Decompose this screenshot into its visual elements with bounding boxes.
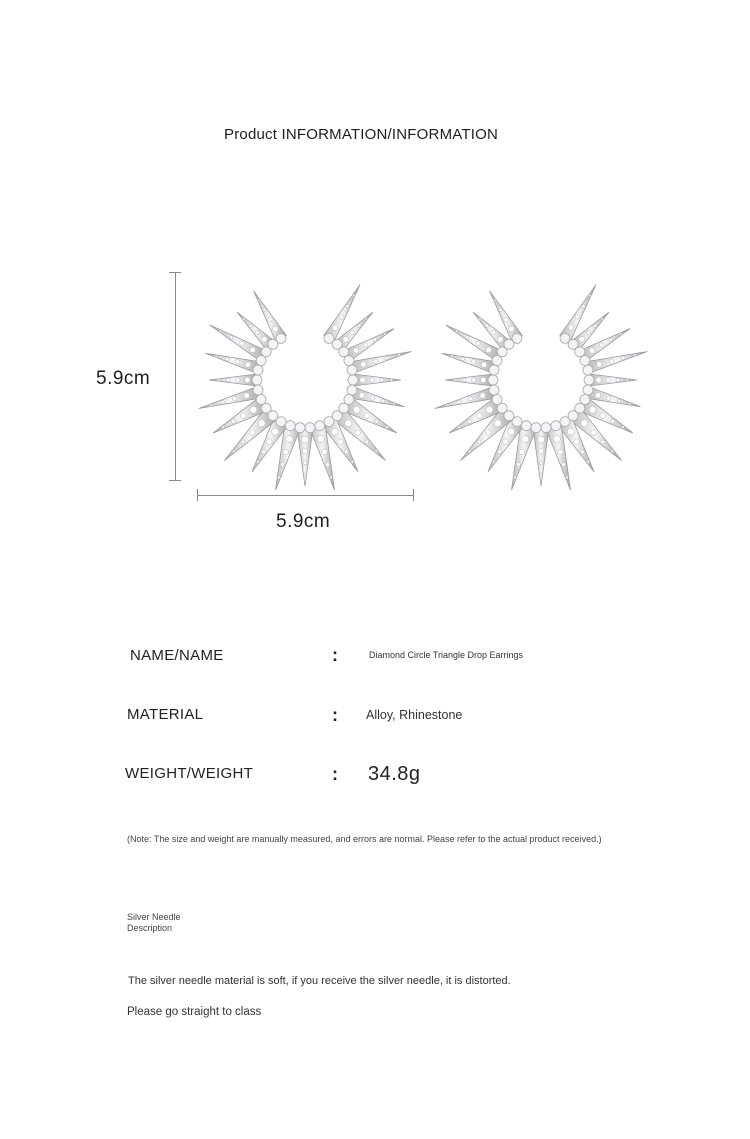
- spec-value-name: Diamond Circle Triangle Drop Earrings: [369, 650, 524, 660]
- rhinestone-dot: [575, 315, 579, 319]
- rhinestone-dot: [508, 428, 515, 435]
- rhinestone-dot: [567, 428, 574, 435]
- rhinestone-dot: [258, 299, 260, 301]
- ring-stone: [344, 356, 354, 366]
- rhinestone-dot: [597, 362, 603, 368]
- rhinestone-dot: [600, 413, 606, 419]
- rhinestone-dot: [358, 324, 361, 327]
- rhinestone-dot: [375, 419, 379, 423]
- rhinestone-dot: [606, 396, 610, 400]
- rhinestone-dot: [373, 359, 377, 363]
- rhinestone-dot: [262, 337, 268, 343]
- rhinestone-dot: [350, 330, 354, 334]
- rhinestone-dot: [317, 436, 324, 443]
- rhinestone-dot: [390, 379, 392, 381]
- rhinestone-dot: [538, 436, 545, 443]
- rhinestone-dot: [280, 463, 284, 467]
- ring-stone: [256, 395, 266, 405]
- rhinestone-dot: [345, 420, 352, 427]
- rhinestone-dot: [231, 419, 235, 423]
- spec-value-weight: 34.8g: [368, 763, 421, 785]
- spec-value-material: Alloy, Rhinestone: [366, 708, 463, 722]
- rhinestone-dot: [232, 450, 235, 453]
- rhinestone-dot: [283, 449, 289, 455]
- rhinestone-dot: [594, 324, 597, 327]
- rhinestone-dot: [629, 403, 631, 405]
- rhinestone-dot: [486, 347, 492, 353]
- rhinestone-dot: [540, 473, 543, 476]
- silver-needle-title-line1: Silver Needle: [127, 912, 181, 922]
- rhinestone-dot: [522, 436, 529, 443]
- rhinestone-dot: [258, 420, 265, 427]
- rhinestone-dot: [386, 426, 389, 429]
- rhinestone-dot: [579, 337, 585, 343]
- earring-spike: [442, 353, 497, 373]
- ring-stone: [256, 356, 266, 366]
- rhinestone-dot: [249, 324, 252, 327]
- silver-needle-text: The silver needle material is soft, if you receive the silver needle, it is distorted.: [128, 975, 511, 987]
- ring-stone: [551, 421, 561, 431]
- ring-stone: [580, 395, 590, 405]
- rhinestone-dot: [620, 333, 622, 335]
- rhinestone-dot: [463, 378, 466, 381]
- rhinestone-dot: [595, 393, 601, 399]
- rhinestone-dot: [353, 348, 359, 354]
- rhinestone-dot: [455, 330, 457, 332]
- rhinestone-dot: [222, 426, 225, 429]
- rhinestone-dot: [243, 318, 245, 320]
- ring-stone: [344, 395, 354, 405]
- rhinestone-dot: [485, 324, 488, 327]
- rhinestone-dot: [244, 393, 250, 399]
- ring-stone: [512, 333, 522, 343]
- rhinestone-dot: [481, 377, 487, 383]
- rhinestone-dot: [233, 397, 237, 401]
- rhinestone-dot: [539, 461, 543, 465]
- spec-colon-name: :: [332, 645, 338, 665]
- rhinestone-dot: [596, 377, 602, 383]
- earrings-image: [185, 262, 665, 497]
- rhinestone-dot: [361, 362, 367, 368]
- rhinestone-dot: [503, 439, 509, 445]
- rhinestone-dot: [257, 461, 260, 464]
- rhinestone-dot: [634, 354, 636, 356]
- rhinestone-dot: [498, 450, 502, 454]
- rhinestone-dot: [466, 336, 469, 339]
- rhinestone-dot: [215, 355, 217, 357]
- rhinestone-dot: [562, 463, 566, 467]
- rhinestone-dot: [370, 378, 374, 382]
- rhinestone-dot: [365, 440, 369, 444]
- rhinestone-dot: [365, 318, 367, 320]
- rhinestone-dot: [480, 393, 486, 399]
- rhinestone-dot: [225, 357, 228, 360]
- rhinestone-dot: [375, 450, 378, 453]
- rhinestone-dot: [360, 377, 366, 383]
- ring-stone: [339, 347, 349, 357]
- rhinestone-dot: [364, 413, 370, 419]
- rhinestone-dot: [486, 406, 493, 413]
- class-text: Please go straight to class: [127, 1006, 262, 1018]
- rhinestone-dot: [504, 317, 508, 321]
- rhinestone-dot: [568, 325, 574, 331]
- ring-stone: [583, 385, 593, 395]
- ring-stone: [261, 403, 271, 413]
- rhinestone-dot: [241, 413, 247, 419]
- rhinestone-dot: [586, 330, 590, 334]
- ring-stone: [347, 365, 357, 375]
- earrings-illustration: [185, 262, 665, 492]
- rhinestone-dot: [481, 362, 487, 368]
- rhinestone-dot: [338, 439, 344, 445]
- rhinestone-dot: [494, 299, 496, 301]
- rhinestone-dot: [255, 330, 259, 334]
- rhinestone-dot: [454, 379, 456, 381]
- ring-stone: [347, 385, 357, 395]
- rhinestone-dot: [268, 317, 272, 321]
- rhinestone-dot: [286, 436, 293, 443]
- rhinestone-dot: [580, 450, 584, 454]
- rhinestone-dot: [235, 360, 239, 364]
- rhinestone-dot: [476, 341, 480, 345]
- rhinestone-dot: [218, 379, 220, 381]
- rhinestone-dot: [589, 294, 591, 296]
- ring-stone: [252, 375, 262, 385]
- rhinestone-dot: [626, 379, 628, 381]
- ring-stone: [348, 375, 358, 385]
- rhinestone-dot: [359, 393, 365, 399]
- rhinestone-dot: [343, 337, 349, 343]
- ring-stone: [324, 417, 334, 427]
- rhinestone-dot: [398, 354, 400, 356]
- rhinestone-dot: [606, 378, 610, 382]
- ring-stone: [497, 403, 507, 413]
- left-earring: [199, 285, 412, 490]
- rhinestone-dot: [393, 403, 395, 405]
- ring-stone: [541, 423, 551, 433]
- rhinestone-dot: [574, 439, 580, 445]
- rhinestone-dot: [250, 430, 256, 436]
- rhinestone-dot: [589, 406, 596, 413]
- height-label: 5.9cm: [96, 368, 151, 389]
- rhinestone-dot: [611, 450, 614, 453]
- rhinestone-dot: [486, 430, 492, 436]
- rhinestone-dot: [332, 325, 338, 331]
- rhinestone-dot: [599, 343, 603, 347]
- rhinestone-dot: [250, 406, 257, 413]
- ring-stone: [489, 385, 499, 395]
- ring-stone: [575, 347, 585, 357]
- ring-stone: [488, 375, 498, 385]
- rhinestone-dot: [468, 450, 471, 453]
- rhinestone-dot: [538, 448, 544, 454]
- spec-label-name: NAME/NAME: [130, 647, 224, 664]
- right-earring: [435, 285, 648, 490]
- rhinestone-dot: [245, 377, 251, 383]
- rhinestone-dot: [601, 318, 603, 320]
- rhinestone-dot: [351, 461, 354, 464]
- rhinestone-dot: [219, 330, 221, 332]
- rhinestone-dot: [558, 449, 564, 455]
- silver-needle-title: [127, 912, 181, 934]
- rhinestone-dot: [384, 333, 386, 335]
- earring-spike: [206, 353, 261, 373]
- rhinestone-dot: [477, 440, 481, 444]
- rhinestone-dot: [609, 338, 612, 341]
- rhinestone-dot: [302, 448, 308, 454]
- rhinestone-dot: [471, 360, 475, 364]
- rhinestone-dot: [491, 330, 495, 334]
- rhinestone-dot: [446, 404, 448, 406]
- rhinestone-dot: [616, 378, 619, 381]
- rhinestone-dot: [519, 449, 525, 455]
- rhinestone-dot: [240, 341, 244, 345]
- ring-stone: [492, 356, 502, 366]
- rhinestone-dot: [451, 355, 453, 357]
- rhinestone-dot: [477, 413, 483, 419]
- width-label: 5.9cm: [276, 511, 331, 532]
- rhinestone-dot: [236, 378, 240, 382]
- silver-needle-title-line2: Description: [127, 923, 173, 933]
- spec-label-material: MATERIAL: [127, 706, 204, 723]
- dimension-bottom-tick: [169, 480, 181, 481]
- rhinestone-dot: [355, 430, 361, 436]
- rhinestone-dot: [330, 476, 333, 479]
- rhinestone-dot: [516, 463, 520, 467]
- ring-stone: [295, 423, 305, 433]
- rhinestone-dot: [262, 450, 266, 454]
- rhinestone-dot: [499, 308, 502, 311]
- rhinestone-dot: [278, 476, 281, 479]
- rhinestone-dot: [250, 347, 256, 353]
- rhinestone-dot: [601, 440, 605, 444]
- rhinestone-dot: [591, 430, 597, 436]
- rhinestone-dot: [457, 400, 460, 403]
- rhinestone-dot: [302, 436, 309, 443]
- page-title: Product INFORMATION/INFORMATION: [224, 126, 498, 143]
- ring-stone: [583, 365, 593, 375]
- ring-stone: [580, 356, 590, 366]
- ring-stone: [315, 421, 325, 431]
- rhinestone-dot: [514, 476, 517, 479]
- rhinestone-dot: [494, 420, 501, 427]
- rhinestone-dot: [467, 419, 471, 423]
- rhinestone-dot: [303, 461, 307, 465]
- measurement-note: (Note: The size and weight are manually measured, and errors are normal. Please refer to the actual product received.): [127, 834, 602, 844]
- rhinestone-dot: [272, 428, 279, 435]
- rhinestone-dot: [589, 348, 595, 354]
- rhinestone-dot: [618, 399, 621, 402]
- rhinestone-dot: [346, 305, 349, 308]
- rhinestone-dot: [230, 336, 233, 339]
- rhinestone-dot: [479, 318, 481, 320]
- ring-stone: [584, 375, 594, 385]
- rhinestone-dot: [363, 343, 367, 347]
- rhinestone-dot: [273, 326, 279, 332]
- ring-stone: [531, 423, 541, 433]
- spec-label-weight: WEIGHT/WEIGHT: [125, 765, 254, 782]
- ring-stone: [492, 395, 502, 405]
- rhinestone-dot: [493, 461, 496, 464]
- ring-stone: [305, 423, 315, 433]
- rhinestone-dot: [322, 449, 328, 455]
- rhinestone-dot: [245, 362, 251, 368]
- rhinestone-dot: [263, 308, 266, 311]
- ring-stone: [521, 421, 531, 431]
- rhinestone-dot: [581, 420, 588, 427]
- rhinestone-dot: [326, 463, 330, 467]
- rhinestone-dot: [566, 476, 569, 479]
- ring-stone: [276, 333, 286, 343]
- rhinestone-dot: [382, 399, 385, 402]
- spec-colon-weight: :: [332, 764, 338, 784]
- rhinestone-dot: [587, 461, 590, 464]
- rhinestone-dot: [241, 440, 245, 444]
- ring-stone: [285, 421, 295, 431]
- rhinestone-dot: [227, 378, 230, 381]
- rhinestone-dot: [609, 359, 613, 363]
- rhinestone-dot: [267, 439, 273, 445]
- rhinestone-dot: [353, 294, 355, 296]
- rhinestone-dot: [370, 396, 374, 400]
- ring-stone: [253, 385, 263, 395]
- rhinestone-dot: [611, 419, 615, 423]
- ring-stone: [253, 365, 263, 375]
- ring-stone: [560, 417, 570, 427]
- rhinestone-dot: [344, 450, 348, 454]
- rhinestone-dot: [380, 378, 383, 381]
- rhinestone-dot: [509, 326, 515, 332]
- rhinestone-dot: [221, 400, 224, 403]
- rhinestone-dot: [373, 338, 376, 341]
- rhinestone-dot: [472, 378, 476, 382]
- rhinestone-dot: [553, 436, 560, 443]
- rhinestone-dot: [622, 426, 625, 429]
- ring-stone: [489, 365, 499, 375]
- rhinestone-dot: [622, 356, 625, 359]
- rhinestone-dot: [339, 315, 343, 319]
- rhinestone-dot: [210, 404, 212, 406]
- rhinestone-dot: [331, 428, 338, 435]
- rhinestone-dot: [353, 406, 360, 413]
- rhinestone-dot: [469, 397, 473, 401]
- rhinestone-dot: [386, 356, 389, 359]
- dimension-vertical-line: [175, 272, 176, 481]
- rhinestone-dot: [582, 305, 585, 308]
- spec-colon-material: :: [332, 705, 338, 725]
- rhinestone-dot: [498, 337, 504, 343]
- rhinestone-dot: [458, 426, 461, 429]
- rhinestone-dot: [304, 473, 307, 476]
- rhinestone-dot: [461, 357, 464, 360]
